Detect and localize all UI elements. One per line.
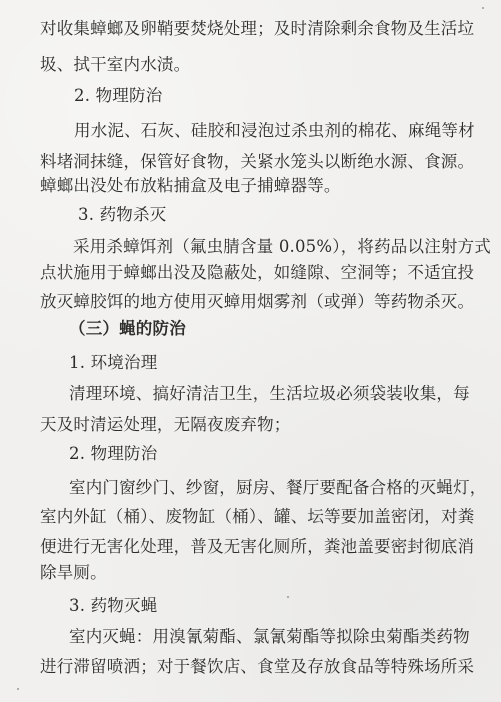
body-text-line: 圾、拭干室内水渍。 — [40, 55, 191, 74]
body-text-line: 除旱厕。 — [40, 563, 107, 582]
body-text-line: 进行滞留喷洒；对于餐饮店、食堂及存放食品等特殊场所采 — [40, 657, 475, 676]
scan-speck — [287, 596, 289, 598]
scan-speck — [17, 688, 19, 690]
body-text-line: 天及时清运处理，无隔夜废弃物； — [40, 415, 291, 434]
body-text-line: 用水泥、石灰、硅胶和浸泡过杀虫剂的棉花、麻绳等材 — [74, 121, 475, 140]
body-text-line: 清理环境、搞好清洁卫生，生活垃圾必须袋装收集，每 — [69, 384, 470, 403]
body-text-line: 对收集蟑螂及卵鞘要焚烧处理；及时清除剩余食物及生活垃 — [40, 19, 475, 38]
body-text-line: 蟑螂出没处布放粘捕盒及电子捕蟑器等。 — [40, 176, 341, 195]
section-heading: 1. 环境治理 — [69, 353, 158, 372]
section-title: （三）蝇的防治 — [69, 319, 186, 338]
section-heading: 2. 物理防治 — [69, 444, 158, 463]
scan-speck — [482, 7, 484, 9]
body-text-line: 料堵洞抹缝，保管好食物，关紧水笼头以断绝水源、食源。 — [40, 152, 475, 171]
body-text-line: 便进行无害化处理，普及无害化厕所，粪池盖要密封彻底消 — [40, 537, 475, 556]
section-heading: 3. 药物灭蝇 — [69, 596, 158, 615]
body-text-line: 点状施用于蟑螂出没及隐蔽处，如缝隙、空洞等；不适宜投 — [40, 263, 475, 282]
body-text-line: 室内灭蝇：用溴氰菊酯、氯氰菊酯等拟除虫菊酯类药物 — [69, 627, 470, 646]
section-heading: 2. 物理防治 — [74, 86, 163, 105]
body-text-line: 放灭蟑胶饵的地方使用灭蟑用烟雾剂（或弹）等药物杀灭。 — [40, 292, 475, 311]
body-text-line: 采用杀蟑饵剂（氟虫腈含量 0.05%），将药品以注射方式 — [73, 237, 492, 256]
body-text-line: 室内门窗纱门、纱窗，厨房、餐厅要配备合格的灭蝇灯， — [69, 478, 487, 497]
section-heading: 3. 药物杀灭 — [78, 205, 167, 224]
body-text-line: 室内外缸（桶）、废物缸（桶）、罐、坛等要加盖密闭，对粪 — [40, 507, 475, 526]
